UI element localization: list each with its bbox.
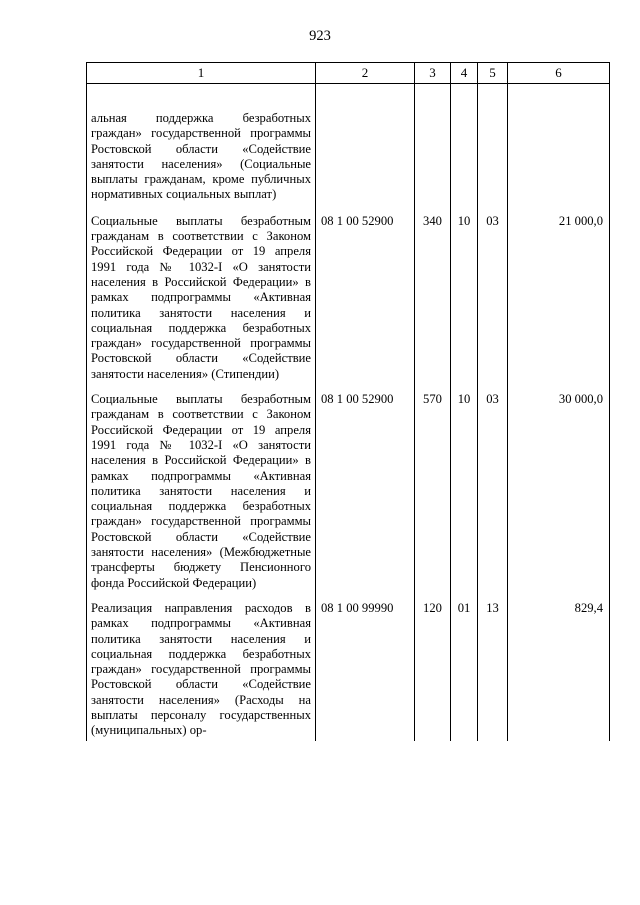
row-subsection bbox=[478, 84, 508, 206]
row-section: 10 bbox=[451, 384, 478, 593]
row-amount bbox=[508, 84, 610, 206]
table-header-row bbox=[87, 63, 610, 84]
row-subsection: 03 bbox=[478, 206, 508, 384]
row-expense-type: 570 bbox=[415, 384, 451, 593]
table-row bbox=[87, 84, 610, 206]
column-header-section: 4 bbox=[451, 63, 478, 84]
page-number: 923 bbox=[309, 28, 331, 44]
row-name: альная поддержка безработных граждан» государственной программы Ростовской области «Содействие занятости населения» (Социальные выплаты гражданам, кроме публичных нормативных социальных выплат) bbox=[87, 84, 316, 206]
row-expense-type: 340 bbox=[415, 206, 451, 384]
row-target-article bbox=[316, 84, 415, 206]
row-target-article: 08 1 00 52900 bbox=[316, 206, 415, 384]
column-header-subsection: 5 bbox=[478, 63, 508, 84]
row-amount: 21 000,0 bbox=[508, 206, 610, 384]
row-name: Социальные выплаты безработным гражданам в соответствии с Законом Российской Федерации от 19 апреля 1991 года № 1032-I «О занятости населения в Российской Федерации» в рамках подпрограммы «Активная политика занятости населения и социальная поддержка безработных граждан» государственной программы Ростовской области «Содействие занятости населения» (Стипендии) bbox=[87, 206, 316, 384]
column-header-name: 1 bbox=[87, 63, 316, 84]
table-row bbox=[87, 206, 610, 384]
column-header-amount: 6 bbox=[508, 63, 610, 84]
row-subsection: 13 bbox=[478, 593, 508, 741]
column-header-expense-type: 3 bbox=[415, 63, 451, 84]
table-row bbox=[87, 593, 610, 741]
row-expense-type: 120 bbox=[415, 593, 451, 741]
row-section: 01 bbox=[451, 593, 478, 741]
column-header-target-article: 2 bbox=[316, 63, 415, 84]
row-expense-type bbox=[415, 84, 451, 206]
row-target-article: 08 1 00 52900 bbox=[316, 384, 415, 593]
row-subsection: 03 bbox=[478, 384, 508, 593]
row-name: Социальные выплаты безработным гражданам в соответствии с Законом Российской Федерации от 19 апреля 1991 года № 1032-I «О занятости населения в Российской Федерации» в рамках подпрограммы «Активная политика занятости населения и социальная поддержка безработных граждан» государственной программы Ростовской области «Содействие занятости населения» (Межбюджетные трансферты бюджету Пенсионного фонда Российской Федерации) bbox=[87, 384, 316, 593]
table-row bbox=[87, 384, 610, 593]
row-amount: 30 000,0 bbox=[508, 384, 610, 593]
row-section: 10 bbox=[451, 206, 478, 384]
row-section bbox=[451, 84, 478, 206]
budget-table bbox=[86, 62, 610, 741]
row-amount: 829,4 bbox=[508, 593, 610, 741]
row-target-article: 08 1 00 99990 bbox=[316, 593, 415, 741]
row-name: Реализация направления расходов в рамках подпрограммы «Активная политика занятости населения и социальная поддержка безработных граждан» государственной программы Ростовской области «Содействие занятости населения» (Расходы на выплаты персоналу государственных (муниципальных) ор- bbox=[87, 593, 316, 741]
